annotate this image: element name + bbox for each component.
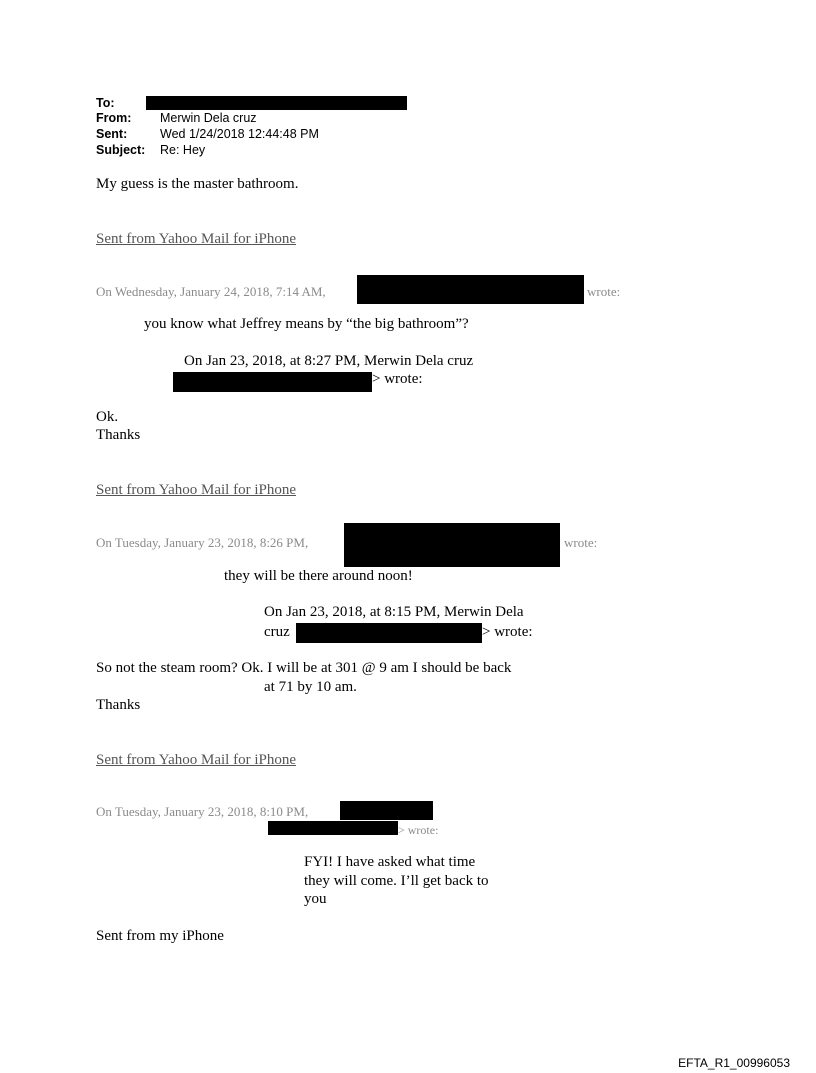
steam-room-text: So not the steam room? Ok. I will be at 301 @ 9 am I should be back xyxy=(96,660,512,676)
quote-wrote-3: wrote: xyxy=(564,535,598,550)
quote-wrote-2: > wrote: xyxy=(372,371,423,387)
quote-header-2: On Jan 23, 2018, at 8:27 PM, Merwin Dela cruz xyxy=(184,353,474,369)
redacted-email-4 xyxy=(296,623,482,643)
subject-value: Re: Hey xyxy=(160,143,206,157)
from-label: From: xyxy=(96,111,132,125)
thanks-text-2: Thanks xyxy=(96,697,141,713)
subject-label: Subject: xyxy=(96,143,146,157)
sent-label: Sent: xyxy=(96,127,128,141)
quote-header-3: On Tuesday, January 23, 2018, 8:26 PM, xyxy=(96,535,309,550)
redacted-email-5 xyxy=(268,821,398,835)
from-value: Merwin Dela cruz xyxy=(160,111,257,125)
sent-value: Wed 1/24/2018 12:44:48 PM xyxy=(160,127,319,141)
fyi-text-3: you xyxy=(304,891,327,907)
noon-text: they will be there around noon! xyxy=(224,568,413,584)
redacted-sender-1 xyxy=(357,275,584,304)
thanks-text-1: Thanks xyxy=(96,427,141,443)
document-id: EFTA_R1_00996053 xyxy=(678,1056,790,1070)
quote-wrote-1: wrote: xyxy=(587,284,621,299)
quote-wrote-4: > wrote: xyxy=(482,624,533,640)
yahoo-signature-link-1[interactable]: Sent from Yahoo Mail for iPhone xyxy=(96,231,296,247)
iphone-signature: Sent from my iPhone xyxy=(96,928,224,944)
redacted-sender-5 xyxy=(340,801,433,820)
redacted-recipient xyxy=(146,96,407,110)
fyi-text-1: FYI! I have asked what time xyxy=(304,854,476,870)
quote-header-4: On Jan 23, 2018, at 8:15 PM, Merwin Dela xyxy=(264,604,524,620)
ok-text: Ok. xyxy=(96,409,119,425)
quote-wrote-5: > wrote: xyxy=(398,823,439,837)
yahoo-signature-link-3[interactable]: Sent from Yahoo Mail for iPhone xyxy=(96,752,296,768)
redacted-sender-3 xyxy=(344,523,560,567)
fyi-text-2: they will come. I’ll get back to xyxy=(304,873,489,889)
quote-header-5: On Tuesday, January 23, 2018, 8:10 PM, xyxy=(96,804,309,819)
quote-header-1: On Wednesday, January 24, 2018, 7:14 AM, xyxy=(96,284,326,299)
steam-room-text-2: at 71 by 10 am. xyxy=(264,679,357,695)
quoted-question: you know what Jeffrey means by “the big bathroom”? xyxy=(144,316,469,332)
reply-text: My guess is the master bathroom. xyxy=(96,176,299,192)
quote-header-4-cruz: cruz xyxy=(264,624,290,640)
to-label: To: xyxy=(96,96,115,110)
yahoo-signature-link-2[interactable]: Sent from Yahoo Mail for iPhone xyxy=(96,482,296,498)
redacted-email-2 xyxy=(173,372,372,392)
